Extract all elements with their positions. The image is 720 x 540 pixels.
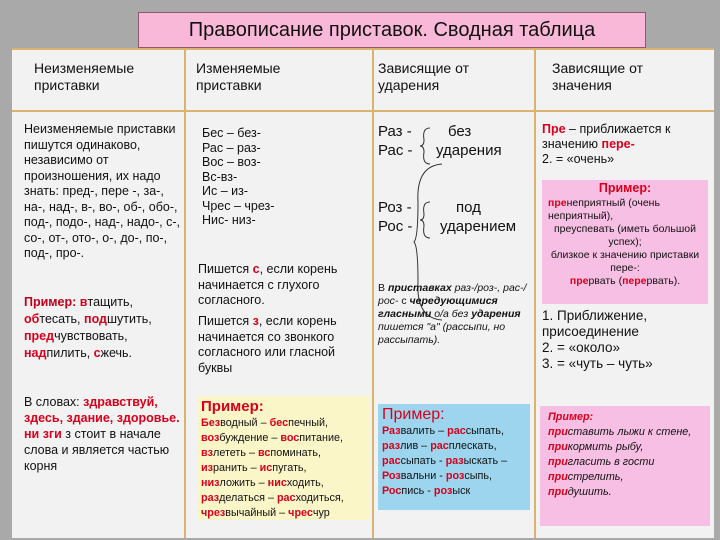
ex-root: поминать, [270, 447, 321, 459]
ex-root: душить. [567, 486, 612, 498]
ex-line [201, 506, 367, 521]
ex-line [382, 469, 526, 484]
ex-prefix: из [201, 462, 214, 474]
ex-prefix: пред [24, 329, 55, 343]
ex-root: ложить – [219, 477, 268, 489]
ex-root: стрелить, [567, 471, 624, 483]
ex-prefix: Роз [382, 470, 401, 482]
ex-prefix: рас [276, 492, 296, 504]
divider-1 [184, 50, 186, 538]
ex-root: вычайный – [225, 507, 289, 519]
ex-root: печный, [288, 417, 329, 429]
ex-line [548, 470, 702, 485]
ex-line [382, 484, 526, 499]
ex-line [548, 455, 702, 470]
ex-prefix: вос [280, 432, 300, 444]
rule-text: 3. = «чуть – чуть» [542, 356, 653, 371]
rule-text: – приближается к значению [542, 122, 671, 151]
col2-rule-s [198, 262, 362, 309]
ex-line: близкое к значению приставки пере-: [550, 249, 700, 274]
ex-root: питание, [299, 432, 343, 444]
ex-line [201, 476, 367, 491]
ex-prefix: раз [445, 455, 464, 467]
ex-root: буждение – [219, 432, 281, 444]
header-col3-text: Зависящие от ударения [378, 60, 469, 93]
rule-text: Пишется [198, 262, 250, 276]
brace-icon [418, 126, 432, 166]
ex-root: плескать, [448, 440, 497, 452]
col2-example-label: Пример: [201, 398, 264, 415]
col2-example-box [198, 396, 370, 520]
ex-prefix: рас [447, 425, 466, 437]
rule-text: ударения [471, 308, 521, 320]
col4-example-label: Пример: [598, 181, 652, 195]
ros-prefix: Рос - [378, 218, 413, 235]
col4-pri-example-box [540, 406, 710, 526]
ex-prefix: при [548, 471, 568, 483]
ex-root: гласить в гости [567, 456, 655, 468]
ex-root: шутить, [107, 312, 152, 326]
pere-prefix: пере- [601, 137, 635, 151]
ex-root: водный – [220, 417, 270, 429]
col1-example-label: Пример: [24, 295, 77, 309]
ex-root: сыпать, [465, 425, 505, 437]
col1-note-words: здравствуй, здесь, здание, здоровье. ни зги [24, 395, 180, 441]
ex-root: неприятный (очень неприятный), [548, 197, 660, 222]
ex-root: валить – [400, 425, 448, 437]
ex-root: ходить, [286, 477, 324, 489]
ex-line [201, 461, 367, 476]
ex-prefix: бес [269, 417, 289, 429]
header-cell-3 [374, 50, 534, 112]
ex-prefix: при [548, 486, 568, 498]
col1-note-tail: з стоит в начале слова и является частью корня [24, 427, 170, 473]
ex-line [548, 425, 702, 440]
col4-pri-example-label: Пример: [548, 411, 594, 423]
ex-prefix: нис [267, 477, 287, 489]
header-cell-1 [12, 50, 184, 112]
ex-root: рвать). [646, 275, 681, 287]
col2-rule-z [198, 314, 362, 376]
ex-line [548, 440, 702, 455]
header-cell-2 [186, 50, 372, 112]
ex-line [382, 424, 526, 439]
ex-prefix: вз [201, 447, 214, 459]
ex-root: тащить, [87, 295, 133, 309]
ex-root: ыскать – [463, 455, 508, 467]
ex-root: жечь. [100, 346, 133, 360]
ex-prefix: Раз [382, 425, 401, 437]
ex-root: ранить – [213, 462, 260, 474]
ex-line [201, 431, 367, 446]
col4-pre-example-box [542, 180, 708, 304]
ex-prefix: роз [433, 485, 453, 497]
ex-prefix: низ [201, 477, 220, 489]
col3-stressed [378, 198, 534, 242]
pre-prefix: Пре [542, 122, 566, 136]
ex-root: ставить лыжи к стене, [567, 426, 692, 438]
udareniya-text: ударения [436, 142, 502, 159]
rule-text: пишется "а" (рассыпи, но рассыпать). [378, 321, 506, 346]
ex-prefix: при [548, 441, 568, 453]
col3-example-box [378, 404, 530, 510]
ex-prefix: пере [622, 275, 647, 287]
summary-table [12, 48, 714, 538]
ex-root: рвать ( [588, 275, 623, 287]
ex-prefix: вс [258, 447, 271, 459]
ex-line [382, 439, 526, 454]
ex-prefix: при [548, 456, 568, 468]
ex-root: ыск [452, 485, 471, 497]
ex-root: лететь – [213, 447, 259, 459]
raz-prefix: Раз - [378, 123, 412, 140]
ex-root: вальни - [400, 470, 446, 482]
bez-text: без [448, 123, 472, 140]
rule-text: 2. = «около» [542, 340, 620, 355]
ex-root: чур [312, 507, 330, 519]
ex-line [548, 485, 702, 500]
ex-prefix: воз [201, 432, 220, 444]
pair-item: Бес – без- [202, 126, 261, 140]
ex-line [382, 454, 526, 469]
page-title: Правописание приставок. Сводная таблица [138, 12, 646, 48]
ex-prefix: рас [382, 455, 401, 467]
header-col2-text: Изменяемые приставки [196, 60, 281, 93]
ex-line [548, 275, 702, 288]
ex-prefix: раз [382, 440, 401, 452]
ex-prefix: рас [430, 440, 449, 452]
ras-prefix: Рас - [378, 142, 413, 159]
col4-pri-rule [542, 308, 712, 372]
col4-pre-rule [542, 122, 712, 167]
ex-root: пись - [401, 485, 434, 497]
col3-example-label: Пример: [382, 406, 445, 423]
col2-pairs [202, 126, 362, 228]
ex-line [548, 197, 702, 223]
col1-note-intro: В словах: [24, 395, 80, 409]
ex-root: сыпь, [464, 470, 492, 482]
roz-prefix: Роз - [378, 199, 412, 216]
ex-prefix: Рос [382, 485, 402, 497]
ex-prefix: об [24, 312, 40, 326]
ex-prefix: над [24, 346, 47, 360]
ex-root: пилить, [46, 346, 91, 360]
ex-root: тесать, [39, 312, 81, 326]
header-col4-text: Зависящие от значения [552, 60, 643, 93]
ex-line [201, 416, 367, 431]
ex-root: чувствовать, [54, 329, 128, 343]
rule-letter: с [252, 262, 260, 276]
rule-text: 2. = «очень» [542, 152, 615, 166]
ex-prefix: под [84, 312, 107, 326]
ex-prefix: при [548, 426, 568, 438]
ex-root: пугать, [272, 462, 307, 474]
pair-item: Ис – из- [202, 184, 249, 198]
ex-prefix: пре [569, 275, 589, 287]
rule-text: 1. Приближение, присоединение [542, 308, 648, 339]
rule-text: раз-/роз-, рас-/рос- [378, 282, 527, 307]
ex-root: лив – [400, 440, 431, 452]
divider-2 [372, 50, 374, 538]
pod-text: под [456, 199, 481, 216]
ex-prefix: ис [259, 462, 273, 474]
ex-line: преуспевать (иметь большой успех); [553, 223, 697, 248]
rule-text: чередующимися гласными [378, 295, 498, 320]
col3-stressless [378, 122, 534, 178]
col1-example [24, 294, 184, 362]
rule-text: Пишется [198, 314, 250, 328]
rule-text: с [401, 295, 407, 307]
header-col1-text: Неизменяемые приставки [34, 60, 135, 93]
ex-line [201, 491, 367, 506]
pair-item: Нис- низ- [202, 213, 256, 227]
rule-letter: з [252, 314, 259, 328]
ex-prefix: Без [201, 417, 221, 429]
rule-text: В [378, 282, 386, 294]
pair-item: Чрес – чрез- [202, 198, 275, 213]
ex-prefix: с [93, 346, 101, 360]
ex-prefix: пре [548, 197, 567, 209]
ex-prefix: роз [445, 470, 465, 482]
pair-item: Вос – воз- [202, 155, 261, 169]
ex-root: делаться – [219, 492, 277, 504]
rule-text: о/а без [434, 308, 469, 320]
header-cell-4 [536, 50, 714, 112]
col1-note [24, 394, 184, 474]
ex-root: кормить рыбу, [567, 441, 644, 453]
ex-prefix: чрес [288, 507, 313, 519]
rule-text: , если корень начинается с глухого согласного. [198, 262, 338, 307]
pair-item: Рас – раз- [202, 140, 261, 155]
udareniem-text: ударением [440, 218, 517, 235]
ex-prefix: чрез [201, 507, 226, 519]
col3-rule [378, 282, 536, 347]
rule-text: приставках [387, 282, 452, 294]
ex-root: ходиться, [295, 492, 344, 504]
ex-root: сыпать - [400, 455, 446, 467]
ex-line [201, 446, 367, 461]
pair-item: Вс-вз- [202, 169, 238, 184]
rule-text: , если корень начинается со звонкого согласного или гласной буквы [198, 314, 337, 375]
ex-prefix: раз [201, 492, 220, 504]
col1-rule: Неизменяемые приставки пишутся одинаково, независимо от произношения, их надо знать: пред-, пере -, за-, на-, над-, в-, во-, об-, обо-, под-, подо-, над-, надо-, с-, со-, от-, ото-, о-, до-, по-, под-, про-. [24, 122, 180, 260]
ex-prefix: в [79, 295, 88, 309]
